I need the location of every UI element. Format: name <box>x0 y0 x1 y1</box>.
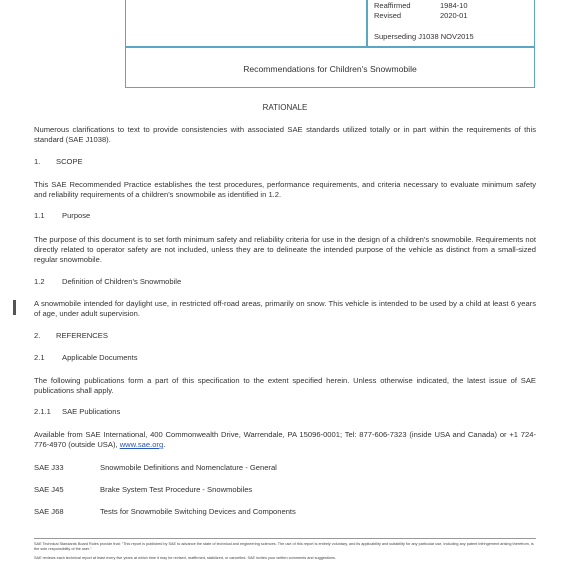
revised-label: Revised <box>374 11 402 20</box>
footer-review-text: SAE reviews each technical report at least every five years at which time it may be revised, reaffirmed, stabilized, or cancelled. SAE invites your written comments and suggestions. <box>34 556 336 560</box>
footer-rules-text: SAE Technical Standards Board Rules provide that: "This report is published by SAE to advance the state of technical and engineering sciences. The use of this report is entirely voluntary, and its applicability and suitability for any particular use, including any patent infringement arising therefrom, is the sole responsibility of the user." <box>34 542 534 551</box>
reference-item <box>34 507 536 517</box>
reaffirmed-row <box>374 1 468 10</box>
reaffirmed-value: 1984-10 <box>440 1 468 10</box>
revised-row <box>374 11 468 20</box>
section-title: SAE Publications <box>62 407 121 416</box>
section-sae-publications-heading <box>34 407 536 417</box>
definition-text: A snowmobile intended for daylight use, in restricted off-road areas, primarily on snow. This vehicle is intended to be used by a child at least 6 years of age, under adult supervision. <box>34 299 536 318</box>
section-number: 1.1 <box>34 211 45 220</box>
sae-publications-text <box>34 430 536 450</box>
section-scope-heading <box>34 157 536 167</box>
section-number: 2.1.1 <box>34 407 51 416</box>
section-number: 1.2 <box>34 277 45 286</box>
availability-text: Available from SAE International, 400 Commonwealth Drive, Warrendale, PA 15096-0001; Tel: 877-606-7323 (inside USA and Canada) or +1 724-776-4970 (outside USA), <box>34 430 536 449</box>
section-title: REFERENCES <box>56 331 108 340</box>
section-title: Applicable Documents <box>62 353 138 362</box>
purpose-text: The purpose of this document is to set forth minimum safety and reliability criteria for use in the design of a children's snowmobile. Requirements not directly related to operator safety are not included, unless they are to delineate the intended purpose of the vehicle as distinct from a small-sized regular snowmobile. <box>34 235 536 264</box>
section-title: Definition of Children's Snowmobile <box>62 277 182 286</box>
reference-item <box>34 485 536 495</box>
reference-title: Tests for Snowmobile Switching Devices and Components <box>100 507 296 516</box>
rationale-text: Numerous clarifications to text to provide consistencies with associated SAE standards utilized totally or in part within the requirements of this standard (SAE J1038). <box>34 125 536 144</box>
reference-code: SAE J33 <box>34 463 64 472</box>
reference-code: SAE J45 <box>34 485 64 494</box>
section-title: SCOPE <box>56 157 83 166</box>
reference-title: Brake System Test Procedure - Snowmobiles <box>100 485 253 494</box>
rationale-heading: RATIONALE <box>262 103 308 112</box>
section-number: 1. <box>34 157 41 166</box>
reference-title: Snowmobile Definitions and Nomenclature - General <box>100 463 277 472</box>
reaffirmed-label: Reaffirmed <box>374 1 411 10</box>
footer-divider <box>34 538 536 539</box>
revision-change-bar <box>13 300 16 315</box>
section-definition-heading <box>34 277 536 287</box>
section-number: 2.1 <box>34 353 45 362</box>
revised-value: 2020-01 <box>440 11 468 20</box>
document-title: Recommendations for Children's Snowmobile <box>243 64 417 74</box>
section-references-heading <box>34 331 536 341</box>
section-purpose-heading <box>34 211 536 221</box>
scope-text: This SAE Recommended Practice establishes the test procedures, performance requirements, and criteria necessary to evaluate minimum safety and reliability requirements of a children's snowmobile as identified in 1.2. <box>34 180 536 199</box>
section-title: Purpose <box>62 211 91 220</box>
reference-item <box>34 463 536 473</box>
availability-text-end: . <box>163 440 166 449</box>
section-applicable-heading <box>34 353 536 363</box>
header-divider-horizontal <box>126 46 534 48</box>
superseding-text: Superseding J1038 NOV2015 <box>374 32 474 41</box>
header-box <box>125 0 535 88</box>
applicable-text: The following publications form a part of this specification to the extent specified herein. Unless otherwise indicated, the latest issue of SAE publications shall apply. <box>34 376 536 395</box>
header-divider-vertical <box>366 0 368 46</box>
reference-code: SAE J68 <box>34 507 64 516</box>
sae-website-link[interactable]: www.sae.org <box>119 440 164 449</box>
section-number: 2. <box>34 331 41 340</box>
